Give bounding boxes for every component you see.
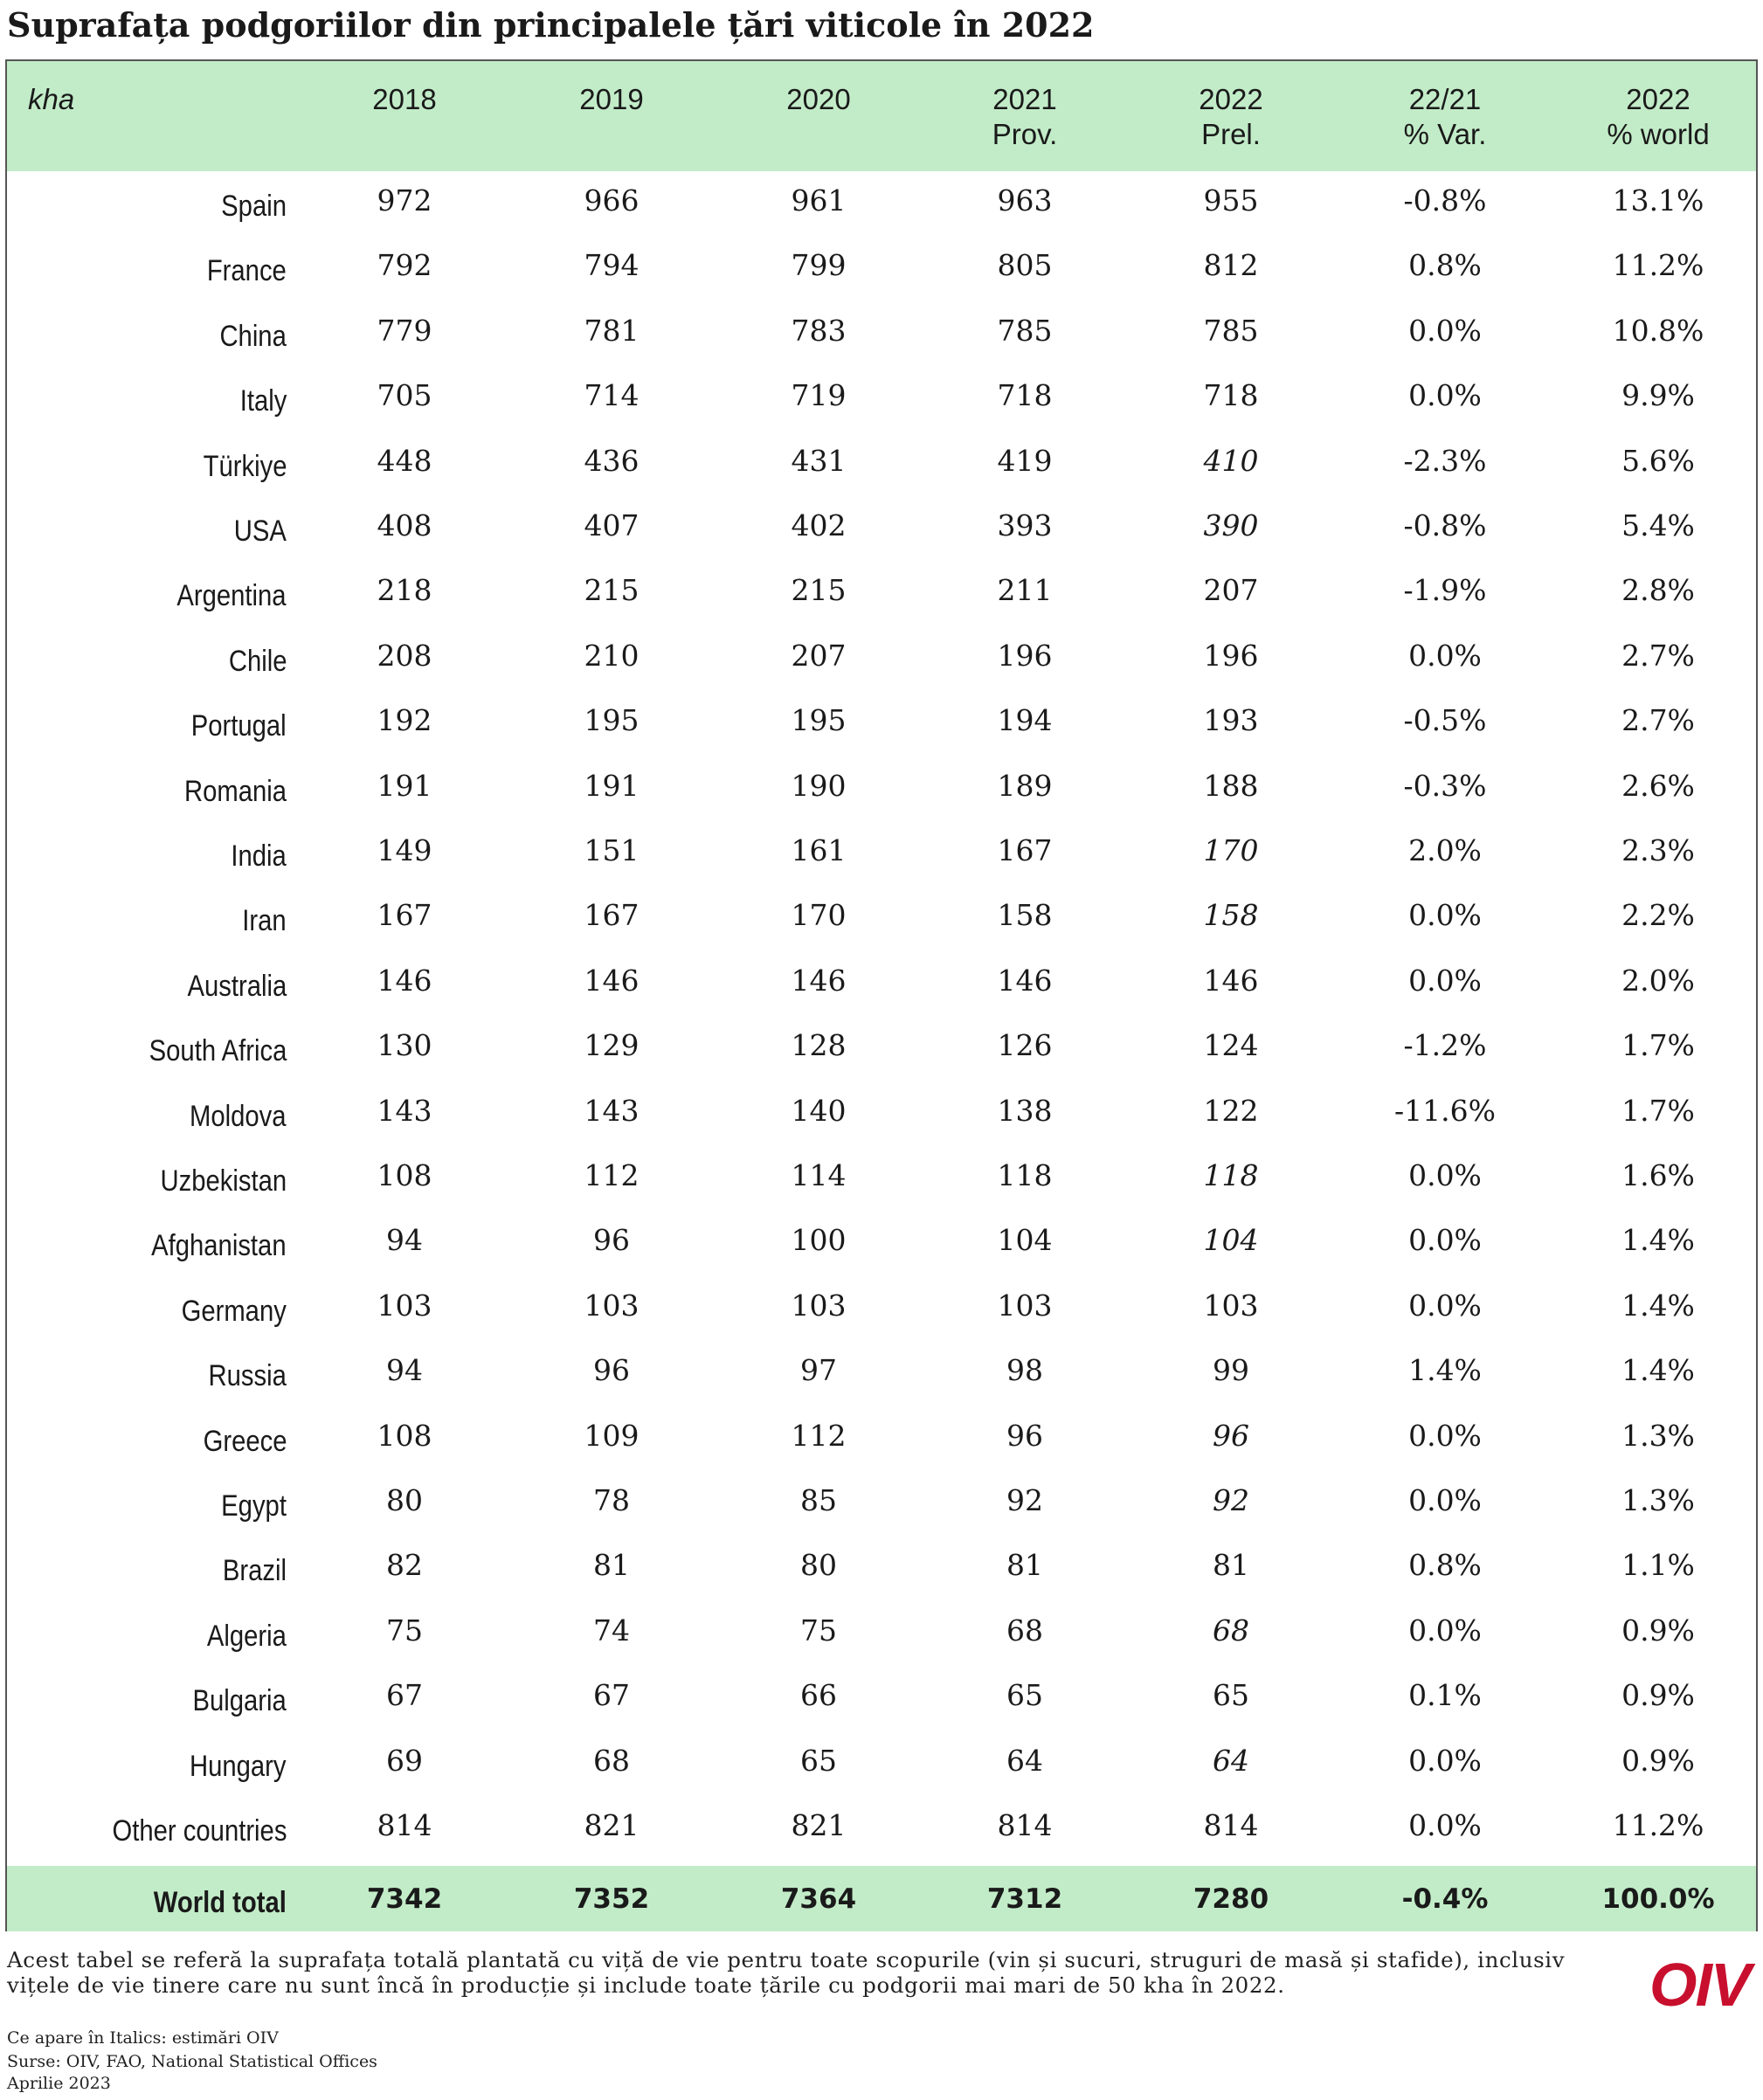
value-cell: -11.6% [1394,1093,1496,1128]
value-cell: 122 [1203,1093,1259,1128]
value-cell: 108 [377,1158,432,1192]
table-row [7,756,1756,821]
value-cell: 794 [584,248,640,283]
value-cell: 5.4% [1621,508,1695,542]
value-cell: 64 [1006,1743,1043,1778]
value-cell: -1.9% [1403,573,1487,608]
value-cell: 195 [791,703,847,738]
value-cell: 2.6% [1621,768,1695,803]
country-name: France [206,254,287,288]
value-cell: 0.0% [1408,963,1482,998]
value-cell: 0.1% [1408,1678,1482,1713]
value-cell: 78 [593,1483,630,1517]
value-cell: 65 [1213,1678,1249,1713]
value-cell: 149 [377,833,432,867]
value-cell: 961 [791,183,847,218]
value-cell: 814 [377,1808,432,1842]
country-name: Spain [221,190,287,223]
value-cell: 821 [584,1808,640,1842]
value-cell: 814 [997,1808,1053,1842]
value-cell: 193 [1203,703,1259,738]
value-cell: 143 [584,1093,640,1128]
table-row [7,1081,1756,1146]
column-header [372,82,436,117]
column-header-line1: 2019 [579,83,644,115]
table-row [7,691,1756,756]
country-name: Other countries [112,1814,287,1848]
country-name: Türkiye [203,449,287,483]
value-cell: 80 [386,1483,423,1517]
value-cell: 211 [997,573,1053,608]
value-cell: 108 [377,1418,432,1453]
table-header [7,61,1756,171]
value-cell: 814 [1203,1808,1259,1842]
value-cell: 718 [1203,378,1259,413]
value-cell: 94 [386,1223,423,1258]
value-cell: 65 [800,1743,837,1778]
value-cell: 0.0% [1408,1613,1482,1648]
value-cell: 143 [377,1093,432,1128]
total-value-cell: -0.4% [1401,1883,1489,1915]
value-cell: 112 [791,1418,847,1453]
value-cell: 146 [584,963,640,998]
value-cell: 65 [1006,1678,1043,1713]
value-cell: 75 [386,1613,423,1648]
table-row [7,1211,1756,1275]
country-name: Romania [183,774,287,808]
value-cell: 785 [997,313,1053,348]
value-cell: 109 [584,1418,640,1453]
value-cell: 13.1% [1612,183,1704,218]
value-cell: 2.3% [1621,833,1695,867]
value-cell: 2.0% [1408,833,1482,867]
value-cell: 74 [593,1613,630,1648]
value-cell: 792 [377,248,432,283]
value-cell: 719 [791,378,847,413]
value-cell: 130 [377,1028,432,1063]
value-cell: 1.3% [1621,1418,1695,1453]
value-cell: 68 [1006,1613,1043,1648]
value-cell: 10.8% [1612,313,1704,348]
country-name: Bulgaria [192,1684,287,1718]
value-cell: 194 [997,703,1053,738]
table-row [7,496,1756,561]
value-cell: 2.7% [1621,638,1695,673]
value-cell: 189 [997,768,1053,803]
value-cell: 2.7% [1621,703,1695,738]
sources-note: Surse: OIV, FAO, National Statistical Offices [7,2052,377,2071]
value-cell: 0.0% [1408,1223,1482,1258]
value-cell: 161 [791,833,847,867]
value-cell: 714 [584,378,640,413]
country-name: Egypt [221,1489,287,1523]
value-cell: 96 [593,1223,630,1258]
table-row [7,236,1756,300]
value-cell: 0.0% [1408,1483,1482,1517]
column-header [786,82,850,117]
value-cell: 158 [1203,898,1259,933]
value-cell: 210 [584,638,640,673]
value-cell: 75 [800,1613,837,1648]
value-cell: 972 [377,183,432,218]
value-cell: 66 [800,1678,837,1713]
column-header-line1: 2022 [1199,83,1263,115]
country-name: Germany [181,1294,287,1328]
country-name: South Africa [149,1034,287,1068]
value-cell: 188 [1203,768,1259,803]
total-value-cell: 100.0% [1601,1883,1715,1915]
value-cell: 0.0% [1408,313,1482,348]
value-cell: 146 [997,963,1053,998]
table-row [7,821,1756,886]
value-cell: 208 [377,638,432,673]
value-cell: 448 [377,443,432,478]
column-header-line1: 2021 [992,83,1057,115]
country-name: India [231,839,287,873]
value-cell: 192 [377,703,432,738]
column-header [579,82,643,117]
value-cell: 80 [800,1548,837,1583]
value-cell: 94 [386,1353,423,1388]
country-name: Uzbekistan [160,1164,287,1198]
value-cell: 112 [584,1158,640,1192]
value-cell: 69 [386,1743,423,1778]
value-cell: 190 [791,768,847,803]
column-header-line1: 2020 [786,83,851,115]
column-header-line1: 2022 [1626,83,1690,115]
table-row [7,1016,1756,1081]
value-cell: 103 [791,1288,847,1323]
total-value-cell: 7312 [986,1883,1063,1915]
value-cell: 1.4% [1621,1288,1695,1323]
value-cell: 408 [377,508,432,542]
table-row [7,1146,1756,1211]
value-cell: 1.7% [1621,1093,1695,1128]
value-cell: 783 [791,313,847,348]
value-cell: 96 [593,1353,630,1388]
page-title: Suprafața podgoriilor din principalele țări viticole în 2022 [7,5,1095,45]
value-cell: 393 [997,508,1053,542]
value-cell: 170 [1203,833,1259,867]
value-cell: 126 [997,1028,1053,1063]
value-cell: 207 [1203,573,1259,608]
value-cell: 0.9% [1621,1678,1695,1713]
value-cell: 158 [997,898,1053,933]
country-name: Portugal [191,709,287,743]
table-row [7,171,1756,236]
value-cell: 191 [377,768,432,803]
value-cell: 402 [791,508,847,542]
value-cell: 146 [377,963,432,998]
country-name: Moldova [190,1099,287,1133]
column-header [1199,82,1262,152]
value-cell: 215 [584,573,640,608]
value-cell: 781 [584,313,640,348]
value-cell: 103 [997,1288,1053,1323]
value-cell: 151 [584,833,640,867]
country-name: Hungary [190,1749,287,1783]
value-cell: 81 [593,1548,630,1583]
value-cell: 85 [800,1483,837,1517]
column-header-line2: Prel. [1201,118,1261,150]
country-name: Algeria [206,1619,287,1653]
value-cell: 1.1% [1621,1548,1695,1583]
column-header-line2: % world [1607,118,1710,150]
value-cell: 103 [1203,1288,1259,1323]
table-row [7,1601,1756,1666]
value-cell: 68 [1213,1613,1249,1648]
column-header [1607,82,1709,152]
table-row [7,1666,1756,1730]
value-cell: 9.9% [1621,378,1695,413]
country-name: Iran [242,904,287,938]
total-value-cell: 7342 [366,1883,443,1915]
value-cell: 96 [1006,1418,1043,1453]
value-cell: 129 [584,1028,640,1063]
value-cell: 99 [1213,1353,1249,1388]
value-cell: 407 [584,508,640,542]
value-cell: 64 [1213,1743,1249,1778]
value-cell: 718 [997,378,1053,413]
country-name: Afghanistan [151,1229,287,1263]
value-cell: 805 [997,248,1053,283]
value-cell: -0.3% [1403,768,1487,803]
column-header-line1: 22/21 [1408,83,1482,115]
value-cell: -0.5% [1403,703,1487,738]
country-name: Australia [187,969,287,1003]
value-cell: 2.8% [1621,573,1695,608]
table-row [7,1471,1756,1536]
country-name: Argentina [176,579,287,613]
value-cell: 0.0% [1408,1418,1482,1453]
value-cell: 196 [997,638,1053,673]
value-cell: 68 [593,1743,630,1778]
table-row [7,1276,1756,1341]
value-cell: 81 [1213,1548,1249,1583]
table-row [7,1731,1756,1796]
value-cell: 0.0% [1408,1743,1482,1778]
table-row [7,366,1756,431]
value-cell: 1.6% [1621,1158,1695,1192]
table-row [7,1536,1756,1600]
value-cell: 0.8% [1408,1548,1482,1583]
table-row [7,1796,1756,1861]
value-cell: 431 [791,443,847,478]
value-cell: 167 [377,898,432,933]
value-cell: 1.4% [1621,1353,1695,1388]
value-cell: 812 [1203,248,1259,283]
value-cell: 114 [791,1158,847,1192]
value-cell: 104 [997,1223,1053,1258]
total-value-cell: 7280 [1193,1883,1269,1915]
value-cell: 92 [1213,1483,1249,1517]
value-cell: 100 [791,1223,847,1258]
value-cell: 103 [377,1288,432,1323]
total-row [7,1866,1756,1931]
value-cell: 963 [997,183,1053,218]
value-cell: 97 [800,1353,837,1388]
table-row [7,301,1756,366]
table-row [7,951,1756,1016]
column-header [1404,82,1487,152]
value-cell: 5.6% [1621,443,1695,478]
value-cell: 215 [791,573,847,608]
value-cell: 103 [584,1288,640,1323]
total-label: World total [153,1886,287,1919]
value-cell: 0.9% [1621,1743,1695,1778]
column-header-line2: % Var. [1403,118,1487,150]
table-row [7,886,1756,950]
column-header-line2: Prov. [992,118,1058,150]
value-cell: 128 [791,1028,847,1063]
value-cell: 191 [584,768,640,803]
value-cell: 799 [791,248,847,283]
unit-label: kha [28,83,75,115]
column-header [992,82,1058,152]
value-cell: 779 [377,313,432,348]
value-cell: 955 [1203,183,1259,218]
value-cell: 124 [1203,1028,1259,1063]
country-name: USA [233,515,287,548]
table-row [7,626,1756,691]
value-cell: 419 [997,443,1053,478]
value-cell: 207 [791,638,847,673]
value-cell: 0.9% [1621,1613,1695,1648]
value-cell: 96 [1213,1418,1249,1453]
country-name: China [219,319,287,353]
value-cell: -2.3% [1403,443,1487,478]
vineyard-area-table [5,59,1758,1931]
value-cell: 0.0% [1408,898,1482,933]
value-cell: 0.0% [1408,638,1482,673]
value-cell: 104 [1203,1223,1259,1258]
value-cell: 0.0% [1408,1288,1482,1323]
value-cell: -0.8% [1403,183,1487,218]
value-cell: 195 [584,703,640,738]
value-cell: 1.4% [1408,1353,1482,1388]
value-cell: 785 [1203,313,1259,348]
column-header-line1: 2018 [372,83,437,115]
value-cell: 167 [584,898,640,933]
value-cell: 390 [1203,508,1259,542]
value-cell: 2.2% [1621,898,1695,933]
italics-note: Ce apare în Italics: estimări OIV [7,2028,279,2048]
value-cell: 67 [593,1678,630,1713]
value-cell: 0.0% [1408,1808,1482,1842]
value-cell: 218 [377,573,432,608]
value-cell: 81 [1006,1548,1043,1583]
value-cell: 0.8% [1408,248,1482,283]
value-cell: 705 [377,378,432,413]
value-cell: 966 [584,183,640,218]
value-cell: 0.0% [1408,1158,1482,1192]
country-name: Brazil [222,1554,287,1588]
value-cell: 98 [1006,1353,1043,1388]
country-name: Russia [208,1359,287,1393]
value-cell: 436 [584,443,640,478]
value-cell: 82 [386,1548,423,1583]
value-cell: 821 [791,1808,847,1842]
value-cell: -0.8% [1403,508,1487,542]
oiv-logo: OIV [1649,1951,1750,2019]
value-cell: 118 [997,1158,1053,1192]
country-name: Greece [203,1424,287,1458]
value-cell: -1.2% [1403,1028,1487,1063]
value-cell: 118 [1203,1158,1259,1192]
total-value-cell: 7364 [780,1883,857,1915]
table-row [7,1406,1756,1471]
value-cell: 92 [1006,1483,1043,1517]
value-cell: 2.0% [1621,963,1695,998]
table-row [7,432,1756,496]
value-cell: 1.3% [1621,1483,1695,1517]
value-cell: 170 [791,898,847,933]
value-cell: 138 [997,1093,1053,1128]
value-cell: 196 [1203,638,1259,673]
value-cell: 1.4% [1621,1223,1695,1258]
value-cell: 11.2% [1612,1808,1704,1842]
total-value-cell: 7352 [573,1883,650,1915]
table-row [7,1341,1756,1406]
value-cell: 0.0% [1408,378,1482,413]
value-cell: 146 [1203,963,1259,998]
value-cell: 11.2% [1612,248,1704,283]
date-note: Aprilie 2023 [7,2074,111,2093]
value-cell: 67 [386,1678,423,1713]
country-name: Italy [239,384,287,418]
value-cell: 410 [1203,443,1259,478]
value-cell: 146 [791,963,847,998]
country-name: Chile [228,644,287,678]
footnote: Acest tabel se referă la suprafața totală plantată cu viță de vie pentru toate scopurile (vin și sucuri, struguri de masă și stafide), inclusiv vițele de vie tinere care nu sunt încă în producție și include toate țările cu podgorii mai mari de 50 kha în 2022. [7,1947,1566,1998]
value-cell: 1.7% [1621,1028,1695,1063]
value-cell: 140 [791,1093,847,1128]
table-row [7,561,1756,625]
value-cell: 167 [997,833,1053,867]
